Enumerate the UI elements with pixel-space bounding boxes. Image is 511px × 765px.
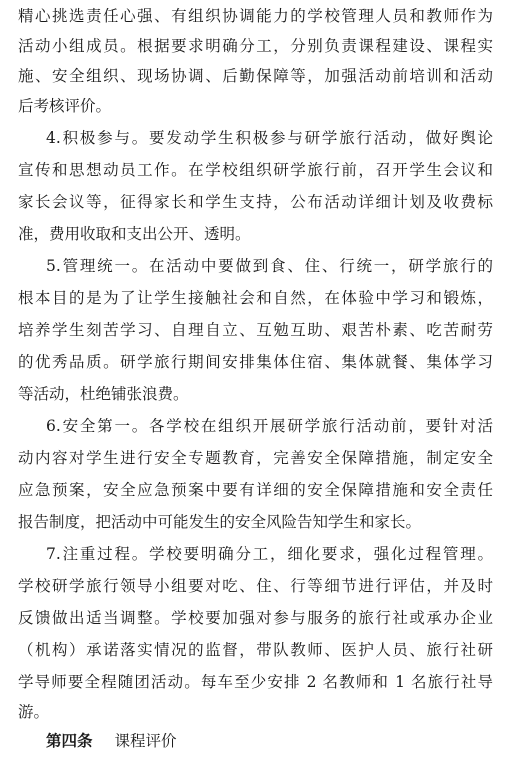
paragraph-line: 施、安全组织、现场协调、后勤保障等，加强活动前培训和活动 bbox=[18, 67, 493, 85]
paragraph-line: 5.管理统一。在活动中要做到食、住、行统一，研学旅行的 bbox=[46, 257, 493, 275]
paragraph-line: 等活动，杜绝铺张浪费。 bbox=[18, 385, 189, 403]
paragraph-line: 学导师要全程随团活动。每车至少安排 2 名教师和 1 名旅行社导 bbox=[18, 673, 493, 691]
paragraph-line: 家长会议等，征得家长和学生支持，公布活动详细计划及收费标 bbox=[18, 193, 493, 211]
paragraph-line: 游。 bbox=[18, 703, 50, 721]
paragraph-line: 报告制度，把活动中可能发生的安全风险告知学生和家长。 bbox=[18, 513, 422, 531]
paragraph-line: （机构）承诺落实情况的监督，带队教师、医护人员、旅行社研 bbox=[18, 641, 493, 659]
paragraph-line: 准，费用收取和支出公开、透明。 bbox=[18, 225, 251, 243]
section-title: 课程评价 bbox=[114, 732, 177, 750]
paragraph-line: 动内容对学生进行安全专题教育，完善安全保障措施，制定安全 bbox=[18, 449, 493, 467]
paragraph-line: 反馈做出适当调整。学校要加强对参与服务的旅行社或承办企业 bbox=[18, 609, 493, 627]
paragraph-line: 应急预案，安全应急预案中要有详细的安全保障措施和安全责任 bbox=[18, 481, 493, 499]
section-number: 第四条 bbox=[46, 732, 93, 750]
paragraph-line: 宣传和思想动员工作。在学校组织研学旅行前，召开学生会议和 bbox=[18, 161, 493, 179]
paragraph-line: 活动小组成员。根据要求明确分工，分别负责课程建设、课程实 bbox=[18, 37, 493, 55]
paragraph-line: 后考核评价。 bbox=[18, 97, 112, 115]
paragraph-line: 7.注重过程。学校要明确分工，细化要求，强化过程管理。 bbox=[46, 545, 493, 563]
paragraph-line: 6.安全第一。各学校在组织开展研学旅行活动前，要针对活 bbox=[46, 417, 493, 435]
paragraph-line: 的优秀品质。研学旅行期间安排集体住宿、集体就餐、集体学习 bbox=[18, 353, 493, 371]
section-heading bbox=[46, 726, 177, 756]
paragraph-line: 4.积极参与。要发动学生积极参与研学旅行活动，做好舆论 bbox=[46, 129, 493, 147]
paragraph-line: 精心挑选责任心强、有组织协调能力的学校管理人员和教师作为 bbox=[18, 7, 493, 25]
paragraph-line: 根本目的是为了让学生接触社会和自然，在体验中学习和锻炼， bbox=[18, 289, 493, 307]
paragraph-line: 培养学生刻苦学习、自理自立、互勉互助、艰苦朴素、吃苦耐劳 bbox=[18, 321, 493, 339]
paragraph-line: 学校研学旅行领导小组要对吃、住、行等细节进行评估，并及时 bbox=[18, 577, 493, 595]
